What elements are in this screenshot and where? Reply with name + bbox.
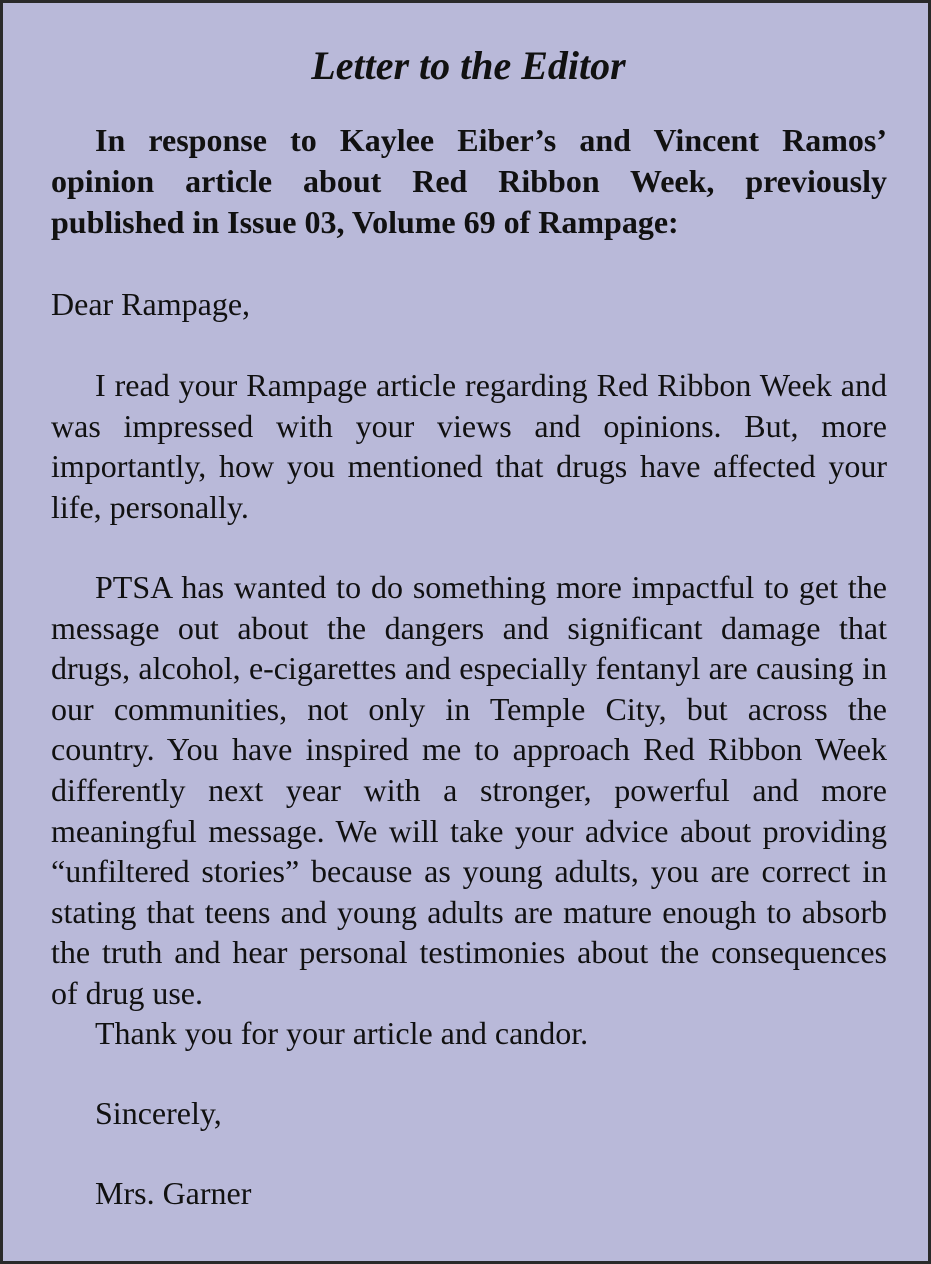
letter-signature: Mrs. Garner [95,1175,252,1211]
letter-thanks: Thank you for your article and candor. [95,1015,589,1051]
letter-salutation: Dear Rampage, [51,286,251,322]
letter-paragraph-1: I read your Rampage article regarding Red Ribbon Week and was impressed with your views and opinions. But, more importantly, how you mentioned that drugs have affected your life, personally. [51,367,887,525]
letter-paragraph-2: PTSA has wanted to do something more impactful to get the message out about the dangers and significant damage that drugs, alcohol, e-cigarettes and especially fentanyl are causing in our communities, not only in Temple City, but across the country. You have inspired me to approach Red Ribbon Week differently next year with a stronger, powerful and more meaningful message. We will take your advice about providing “unfiltered stories” because as young adults, you are correct in stating that teens and young adults are mature enough to absorb the truth and hear personal testimonies about the consequences of drug use. [51,569,887,1011]
letter-closing: Sincerely, [95,1095,222,1131]
letter-intro: In response to Kaylee Eiber’s and Vincent Ramos’ opinion article about Red Ribbon Week, previously published in Issue 03, Volume 69 of Rampage: [51,122,887,240]
letter-title: Letter to the Editor [311,43,626,88]
